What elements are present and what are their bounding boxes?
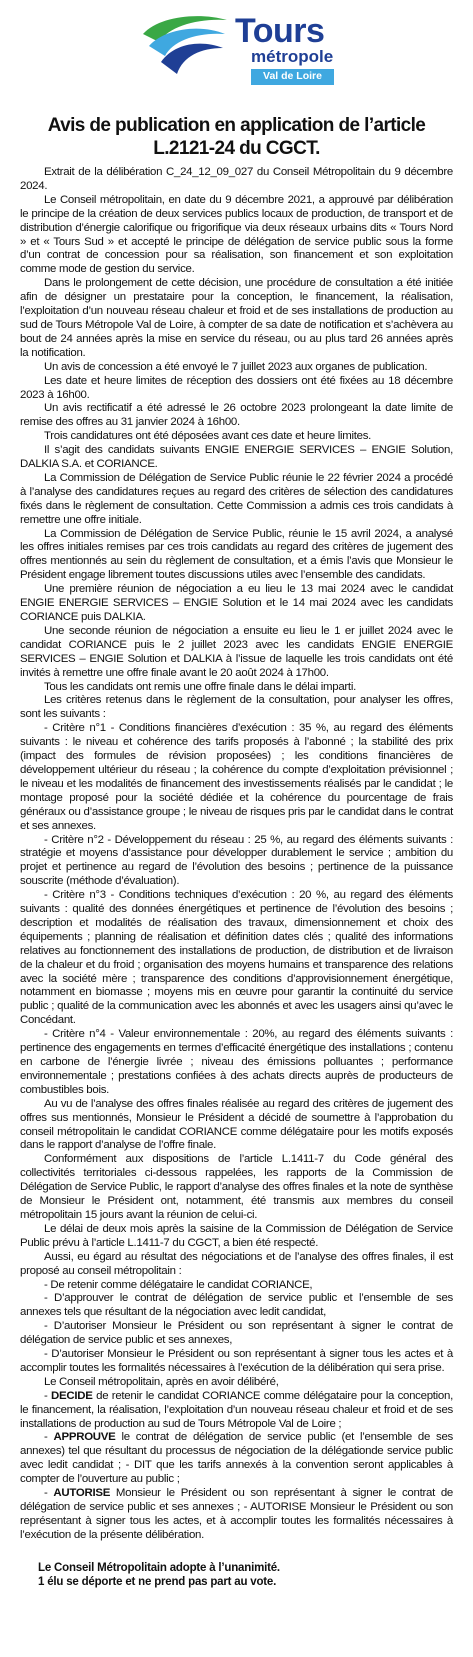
decision-text: le contrat de délégation de service public (et l’ensemble de ses annexes) tel que résultant du processus de négociation de la délégationde service public avec ledit candidat ; - DIT que les tarifs annexés à la convention seront applicables à compter de l’ouverture au public ;: [20, 1431, 453, 1486]
body-paragraph: Le Conseil métropolitain, après en avoir délibéré,: [44, 1375, 279, 1388]
decision-keyword: AUTORISE: [53, 1487, 111, 1500]
body-paragraph: Extrait de la délibération C_24_12_09_027 du Conseil Métropolitain du 9 décembre 2024.: [20, 166, 453, 192]
decision-text: de retenir le candidat CORIANCE comme délégataire pour la conception, le financement, la réalisation, l’exploitation d’un nouveau réseau chaleur et froid et de ses installations de production au sud de Tours Métropole Val de Loire ;: [20, 1389, 453, 1430]
decision-text: Monsieur le Président ou son représentant à signer le contrat de délégation de service public et ses annexes ; - AUTORISE Monsieur le Président ou son représentant à signer tous les actes, et à accomplir toutes les formalités nécessaires à l’exécution de la présente délibération.: [20, 1487, 454, 1541]
body-paragraph: Les date et heure limites de réception des dossiers ont été fixées au 18 décembre 2023 à 16h00.: [20, 374, 453, 401]
body-paragraph: Une première réunion de négociation a eu lieu le 13 mai 2024 avec le candidat ENGIE ENERGIE SERVICES – ENGIE Solution et le 14 mai 2024 avec les candidats CORIANCE puis DALKIA.: [20, 583, 453, 623]
closing-line: Le Conseil Métropolitain adopte à l’unanimité.: [38, 1561, 280, 1574]
logo-tours: Tours: [235, 12, 325, 50]
decision-prefix: -: [44, 1431, 54, 1444]
notice-title: Avis de publication en application de l’article L.2121-24 du CGCT.: [47, 115, 426, 159]
body-paragraph: Aussi, eu égard au résultat des négociations et de l’analyse des offres finales, il est proposé au conseil métropolitain :: [20, 1250, 453, 1277]
body-paragraph: Tous les candidats ont remis une offre finale dans le délai imparti.: [44, 680, 356, 693]
body-paragraph: - Critère n°4 - Valeur environnementale : 20%, au regard des éléments suivants : pertinence des engagements en termes d’efficacité énergétique des installations ; contenu en carbone de l’énergie livrée ; niveau des émissions polluantes ; performance environnementale ; prestations confiées à des achats directs auprès de producteurs de combustibles bois.: [20, 1028, 453, 1096]
decision-paragraph: [20, 1390, 453, 1432]
logo-metropole: métropole: [251, 47, 334, 66]
body-paragraph: Trois candidatures ont été déposées avant ces date et heure limites.: [44, 430, 372, 443]
body-paragraph: Il s’agit des candidats suivants ENGIE ENERGIE SERVICES – ENGIE Solution, DALKIA S.A. et CORIANCE.: [20, 444, 453, 471]
body-paragraph: Les critères retenus dans le règlement de la consultation, pour analyser les offres, sont les suivants :: [20, 694, 453, 721]
body-paragraph: - De retenir comme délégataire le candidat CORIANCE,: [44, 1278, 313, 1291]
closing-line: 1 élu se déporte et ne prend pas part au vote.: [38, 1575, 277, 1588]
body-paragraph: - Critère n°1 - Conditions financières d’exécution : 35 %, au regard des éléments suivants : le niveau et cohérence des tarifs proposés à l’abonné ; la stabilité des prix (impact des formules de révision proposées) ; les conditions financières de développement ultérieur du réseau ; la cohérence du compte d’exploitation prévisionnel ; le niveau et les modalités de financement des investissements réalisés par le candidat ; le montage proposé pour la société dédiée et la cohérence du pourcentage de frais généraux ou d’assistance groupe ; le niveau de risques pris par le candidat dans le contrat et ses annexes.: [20, 722, 453, 832]
decision-paragraph: [20, 1431, 453, 1487]
decision-prefix: -: [44, 1389, 52, 1402]
body-paragraph: Un avis de concession a été envoyé le 7 juillet 2023 aux organes de publication.: [44, 360, 428, 373]
closing-statement: [20, 1561, 453, 1589]
body-paragraph: - Critère n°2 - Développement du réseau : 25 %, au regard des éléments suivants : stratégie et moyens d’assistance pour développer durablement le service ; ambition du projet et pertinence au regard de l’évolution des besoins ; pertinence de la puissance souscrite (méthode d’évaluation).: [20, 833, 453, 888]
body-paragraph: Au vu de l’analyse des offres finales réalisée au regard des critères de jugement des offres sus mentionnés, Monsieur le Président a décidé de soumettre à l’approbation du conseil métropolitain le candidat CORIANCE comme délégataire pour les motifs exposés dans le rapport d’analyse de l’offre finale.: [20, 1097, 453, 1152]
body-paragraph: - Critère n°3 - Conditions techniques d’exécution : 20 %, au regard des éléments suivants : qualité des données énergétiques et pertinence de l’évolution des besoins ; description et modalités de réalisation des travaux, dimensionnement et choix des équipements ; planning de réalisation et définition dates clés ; qualité des informations relatives au fonctionnement des installations de production, de distribution et de livraison de la chaleur et du froid ; organisation des moyens humains et transparence des relations avec la société mère ; transparence des conditions d’approvisionnement énergétique, notamment en biomasse ; moyens mis en œuvre pour garantir la continuité du service public ; qualité de la communication avec les abonnés et avec les usagers ainsi qu’avec le Concédant.: [20, 889, 453, 1027]
logo-wordmark: [235, 14, 334, 85]
body-paragraph: - D’autoriser Monsieur le Président ou son représentant à signer le contrat de délégation de service public et ses annexes,: [20, 1320, 453, 1347]
body-paragraph: Dans le prolongement de cette décision, une procédure de consultation a été initiée afin de désigner un prestataire pour la conception, le financement, la réalisation, l’exploitation d’un nouveau réseau chaleur et froid et de ses installations de production au sud de Tours Métropole Val de Loire, à compter de sa date de notification et s’achèvera au bout de 24 années après la mise en service du réseau, ou au plus tard 26 années après la notification.: [20, 277, 453, 359]
body-paragraph: Conformément aux dispositions de l’article L.1411-7 du Code général des collectivités territoriales ci-dessous rappelées, les rapports de la Commission de Délégation de Service Public, le rapport d’analyse des offres finales et la note de synthèse de Monsieur le Président ont, notamment, été transmis aux membres du conseil métropolitain 15 jours avant la réunion de celui-ci.: [20, 1153, 453, 1221]
body-paragraph: Une seconde réunion de négociation a ensuite eu lieu le 1 er juillet 2024 avec le candidat CORIANCE puis le 2 juillet 2023 avec les candidats ENGIE ENERGIE SERVICES – ENGIE Solution et DALKIA à l’issue de laquelle les trois candidats ont été invités à remettre une offre finale avant le 20 août 2024 à 17h00.: [20, 624, 453, 679]
decision-paragraph: [20, 1487, 453, 1543]
body-paragraph: - D’autoriser Monsieur le Président ou son représentant à signer tous les actes et à accomplir toutes les formalités nécessaires à l’exécution de la délibération qui sera prise.: [20, 1348, 453, 1374]
logo-val-de-loire: Val de Loire: [251, 69, 334, 85]
body-paragraph: Un avis rectificatif a été adressé le 26 octobre 2023 prolongeant la date limite de remise des offres au 31 janvier 2024 à 16h00.: [20, 402, 453, 429]
decision-prefix: -: [44, 1487, 54, 1500]
tours-metropole-logo: [20, 0, 453, 90]
body-paragraph: - D’approuver le contrat de délégation de service public et l’ensemble de ses annexes tels que résultant de la négociation avec ledit candidat,: [20, 1292, 453, 1319]
body-paragraph: La Commission de Délégation de Service Public réunie le 22 février 2024 a procédé à l’analyse des candidatures reçues au regard des critères de sélection des candidatures fixés dans le règlement de consultation. Cette Commission a admis ces trois candidats à remettre une offre initiale.: [20, 471, 453, 526]
notice-body: [20, 166, 453, 1543]
swirl-logo-icon: [139, 12, 231, 78]
body-paragraph: La Commission de Délégation de Service Public, réunie le 15 avril 2024, a analysé les offres initiales remises par ces trois candidats au regard des critères de jugement des offres mentionnés au sein du règlement de consultation, et a émis l’avis que Monsieur le Président engage librement toutes discussions utiles avec l’ensemble des candidats.: [20, 527, 453, 582]
decision-keyword: APPROUVE: [53, 1431, 116, 1444]
decision-keyword: DECIDE: [51, 1389, 93, 1402]
body-paragraph: Le délai de deux mois après la saisine de la Commission de Délégation de Service Public prévu à l’article L.1411-7 du CGCT, a bien été respecté.: [20, 1222, 453, 1249]
body-paragraph: Le Conseil métropolitain, en date du 9 décembre 2021, a approuvé par délibération le principe de la création de deux services publics locaux de production, de transport et de distribution d’énergie calorifique ou frigorifique via deux réseaux urbains dits « Tours Nord » et « Tours Sud » et accepté le principe de délégation de service public sous la forme d’un contrat de concession pour sa réalisation, son financement et son exploitation comme mode de gestion du service.: [20, 193, 453, 276]
